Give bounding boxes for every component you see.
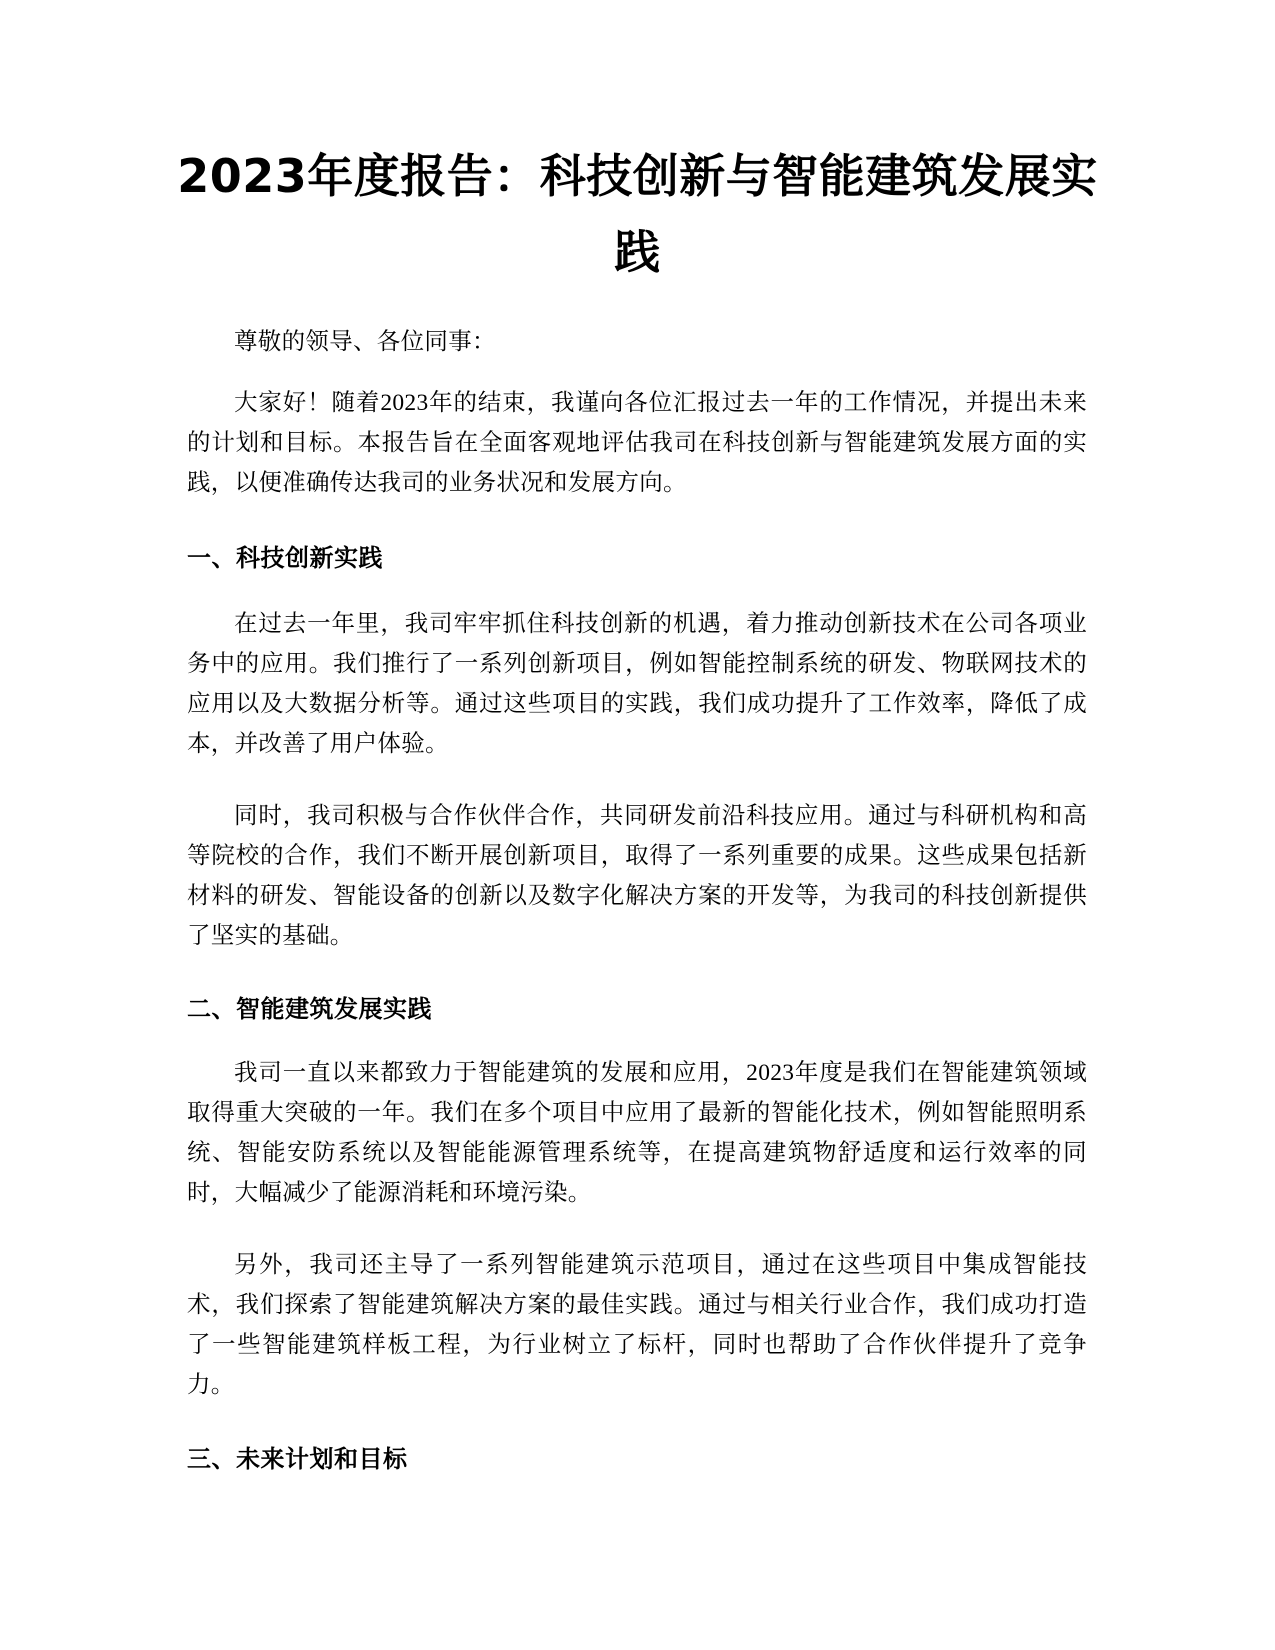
section-heading-future-plans: 三、未来计划和目标 [187,1445,408,1473]
section-heading-smart-building: 二、智能建筑发展实践 [187,995,432,1023]
section-paragraph: 我司一直以来都致力于智能建筑的发展和应用，2023年度是我们在智能建筑领域取得重大突破的一年。我们在多个项目中应用了最新的智能化技术，例如智能照明系统、智能安防系统以及智能能源管理系统等，在提高建筑物舒适度和运行效率的同时，大幅减少了能源消耗和环境污染。 [187,1060,1087,1206]
greeting-paragraph: 尊敬的领导、各位同事： [234,329,496,355]
section-paragraph: 在过去一年里，我司牢牢抓住科技创新的机遇，着力推动创新技术在公司各项业务中的应用。我们推行了一系列创新项目，例如智能控制系统的研发、物联网技术的应用以及大数据分析等。通过这些项目的实践，我们成功提升了工作效率，降低了成本，并改善了用户体验。 [187,611,1087,757]
page-title: 2023年度报告：科技创新与智能建筑发展实践 [177,149,1098,279]
section-heading-tech-innovation: 一、科技创新实践 [187,544,383,572]
intro-paragraph: 大家好！随着2023年的结束，我谨向各位汇报过去一年的工作情况，并提出未来的计划和目标。本报告旨在全面客观地评估我司在科技创新与智能建筑发展方面的实践，以便准确传达我司的业务状况和发展方向。 [187,390,1087,496]
section-paragraph: 另外，我司还主导了一系列智能建筑示范项目，通过在这些项目中集成智能技术，我们探索了智能建筑解决方案的最佳实践。通过与相关行业合作，我们成功打造了一些智能建筑样板工程，为行业树立了标杆，同时也帮助了合作伙伴提升了竞争力。 [187,1252,1087,1398]
section-paragraph: 同时，我司积极与合作伙伴合作，共同研发前沿科技应用。通过与科研机构和高等院校的合作，我们不断开展创新项目，取得了一系列重要的成果。这些成果包括新材料的研发、智能设备的创新以及数字化解决方案的开发等，为我司的科技创新提供了坚实的基础。 [187,803,1087,949]
